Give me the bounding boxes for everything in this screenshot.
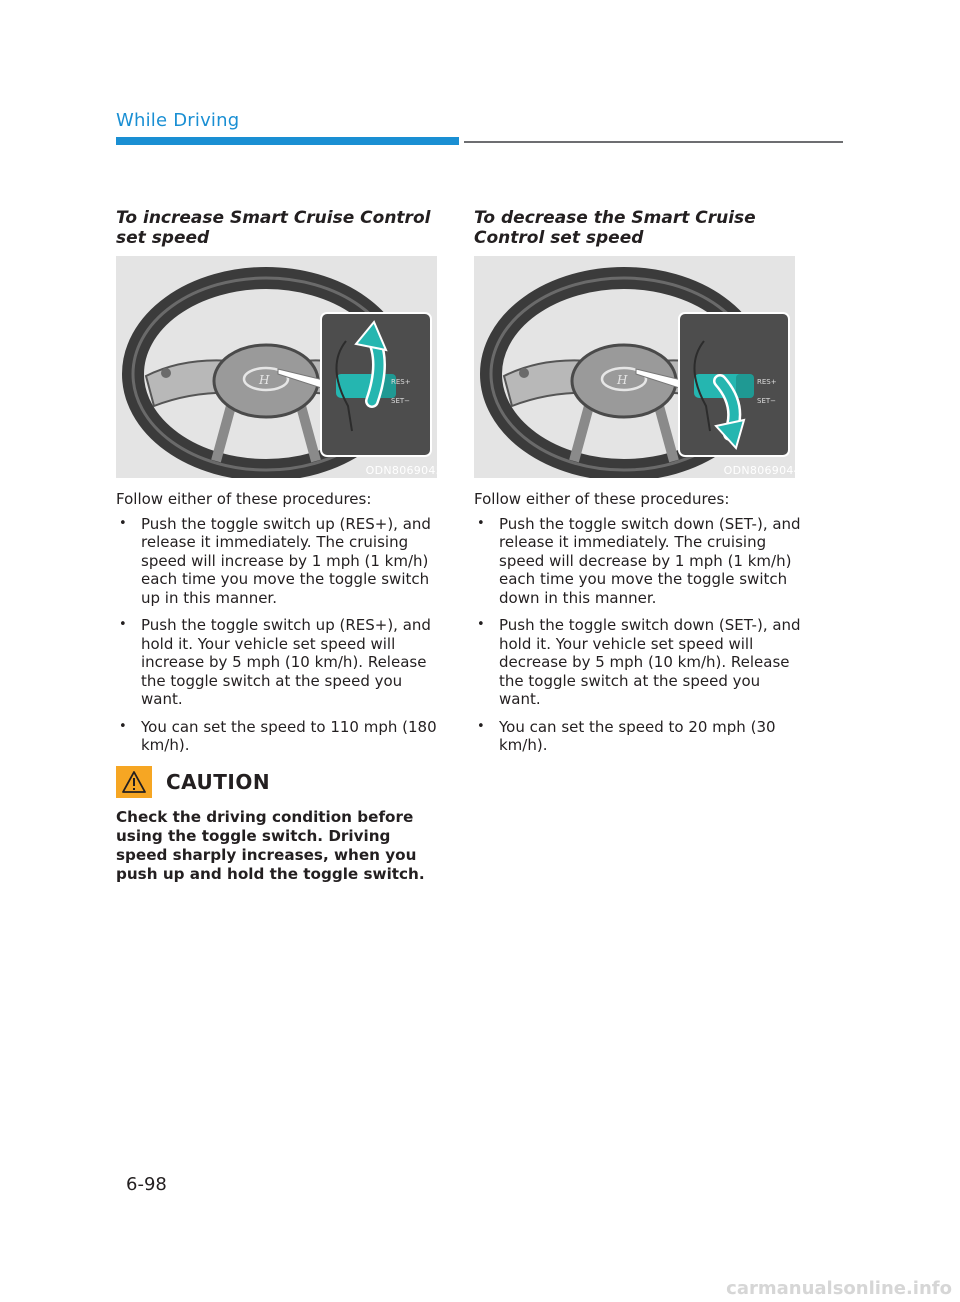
list-item: • Push the toggle switch up (RES+), and release it immediately. The cruising speed will increase by 1 mph (1 km/h) each time you move the toggle switch up in this manner.	[116, 515, 444, 608]
decrease-speed-heading: To decrease the Smart Cruise Control set speed	[474, 208, 756, 248]
caution-notice	[116, 766, 444, 884]
increase-intro: Follow either of these procedures:	[116, 490, 372, 508]
list-item: • Push the toggle switch down (SET-), and hold it. Your vehicle set speed will decrease by 5 mph (10 km/h). Release the toggle switch at the speed you want.	[474, 616, 802, 709]
svg-text:H: H	[259, 373, 270, 387]
list-item: • You can set the speed to 110 mph (180 km/h).	[116, 718, 444, 755]
res-label: RES+	[757, 378, 777, 386]
decrease-procedure-list	[474, 515, 802, 755]
site-watermark: carmanualsonline.info	[726, 1278, 952, 1299]
header-rule-divider	[464, 141, 843, 143]
decrease-speed-figure	[474, 256, 801, 478]
list-item: • Push the toggle switch down (SET-), and release it immediately. The cruising speed will decrease by 1 mph (1 km/h) each time you move the toggle switch down in this manner.	[474, 515, 802, 608]
caution-label: CAUTION	[166, 770, 271, 794]
list-item: • You can set the speed to 20 mph (30 km/h).	[474, 718, 802, 755]
set-label: SET−	[391, 397, 411, 405]
increase-speed-figure	[116, 256, 443, 478]
steering-wheel-illustration	[116, 256, 437, 478]
steering-wheel-illustration	[474, 256, 795, 478]
figure-code: ODN8069044	[723, 464, 801, 477]
header-rule-accent	[116, 137, 459, 145]
decrease-intro: Follow either of these procedures:	[474, 490, 730, 508]
increase-procedure-list	[116, 515, 444, 755]
page-number: 6-98	[126, 1174, 167, 1195]
section-header-title: While Driving	[116, 110, 240, 131]
svg-text:H: H	[617, 373, 628, 387]
increase-speed-section	[116, 208, 444, 764]
increase-speed-heading: To increase Smart Cruise Control set speed	[116, 208, 431, 248]
res-label: RES+	[391, 378, 411, 386]
decrease-speed-section	[474, 208, 802, 764]
list-item: • Push the toggle switch up (RES+), and hold it. Your vehicle set speed will increase by 5 mph (10 km/h). Release the toggle switch at the speed you want.	[116, 616, 444, 709]
set-label: SET−	[757, 397, 777, 405]
caution-text: Check the driving condition before using the toggle switch. Driving speed sharply increases, when you push up and hold the toggle switch.	[116, 808, 425, 883]
figure-code: ODN8069045	[365, 464, 443, 477]
warning-triangle-icon	[116, 766, 152, 798]
